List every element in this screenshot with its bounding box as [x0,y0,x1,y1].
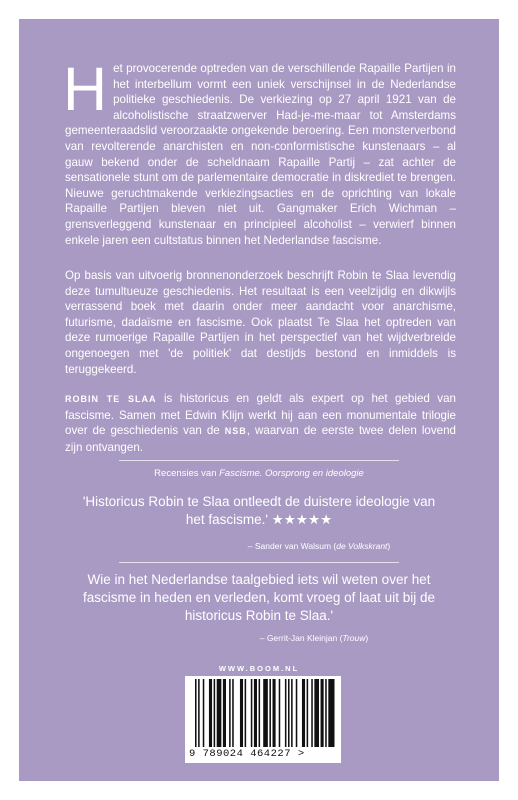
barcode-bar [195,679,197,747]
blurb-paragraph-2: Op basis van uitvoerig bronnenonderzoek beschrijft Robin te Slaa levendig deze tumultueuze geschiedenis. Het resultaat is een veelzijdig en dikwijls verrassend boek met daarin onder meer aandacht voor anarchisme, futurisme, dadaïsme en fascisme. Ook plaatst Te Slaa het optreden van deze rumoerige Rapaille Partijen in het perspectief van het wijdverbreide ongenoegen met 'de politiek' dat destijds bestond en inmiddels is teruggekeerd. [65,269,456,376]
review-source-2-suffix: ) [365,633,369,643]
review-source-2-publication: Trouw [342,633,366,643]
barcode-bar [240,679,243,747]
isbn-number: 9 789024 464227 > [189,748,305,760]
barcode-bar [311,679,313,747]
barcode-bar [263,679,268,747]
barcode-bar [302,679,305,747]
author-bio-text-b: , waarvan de eerste twee delen lovend zijn ontvangen. [65,424,456,454]
barcode-bar [203,679,205,747]
barcode-bar [251,679,253,747]
barcode-bar [314,679,319,747]
barcode-bar [288,679,290,747]
barcode-bar [217,679,222,747]
barcode-bar [321,679,324,747]
review-source-2-prefix: – Gerrit-Jan Kleinjan ( [259,633,343,643]
barcode-bar [269,679,271,747]
review-source-2 [19,633,499,643]
nsb-abbrev: NSB [224,426,247,437]
drop-cap: H [63,55,108,123]
barcode-bar [328,679,334,747]
barcode-bar [273,679,276,747]
author-bio [65,391,456,455]
review-quote-2: Wie in het Nederlandse taalgebied iets wil weten over het fascisme in heden en verleden, komt vroeg of laat uit bij de historicus Robin te Slaa.' [83,572,435,623]
barcode-bar [223,679,226,747]
review-source-1 [19,541,499,551]
divider-middle [119,562,399,563]
reviews-book-title: Fascisme. Oorsprong en ideologie [219,468,364,479]
author-bio-text-a: is historicus en geldt als expert op het gebied van fascisme. Samen met Edwin Klijn werkt hij aan een monumentale trilogie over de geschiedenis van de [65,392,456,438]
reviews-heading [19,468,499,479]
barcode-bar [209,679,212,747]
isbn-barcode [185,676,341,763]
barcode-bar [325,679,327,747]
barcode-bar [229,679,231,747]
barcode-bar [245,679,247,747]
review-quote-1: 'Historicus Robin te Slaa ontleedt de duistere ideologie van het fascisme.' ★★★★★ [82,494,436,527]
barcode-bar [254,679,257,747]
author-name: ROBIN TE SLAA [65,394,157,404]
barcode-bar [279,679,281,747]
barcode-bar [232,679,234,747]
barcode-bars [185,676,341,750]
barcode-bar [296,679,298,747]
blurb-paragraph-1 [63,55,456,248]
review-source-1-suffix: ) [387,541,391,551]
book-back-cover [19,19,499,781]
reviews-prefix: Recensies van [154,468,220,479]
publisher-url: WWW.BOOM.NL [218,664,300,673]
review-source-1-publication: de Volkskrant [336,541,388,551]
barcode-bar [285,679,287,747]
blurb-paragraph-1-text: et provocerende optreden van de verschillende Rapaille Partijen in het interbellum vormt een uniek verschijnsel in de Nederlandse politieke geschiedenis. De verkiezing op 27 april 1921 van de alcoholistische straatzwerver Had-je-me-maar tot Amsterdams gemeenteraadslid veroorzaakte ongekende beroering. Een monsterverbond van revolterende anarchisten en non-conformistische kunstenaars – al gauw bekend onder de scheldnaam Rapaille Partij – zat achter de sensationele stunt om de parlementaire democratie in diskrediet te brengen. Nieuwe geruchtmakende verkiezingsacties en de oprichting van lokale Rapaille Partijen bleven niet uit. Gangmaker Erich Wichman – grensverleggend kunstenaar en principieel alcoholist – verwierf binnen enkele jaren een cultstatus binnen het Nederlandse fascisme. [65,62,456,247]
barcode-bar [307,679,309,747]
review-source-1-prefix: – Sander van Walsum ( [247,541,337,551]
barcode-bar [259,679,261,747]
barcode-bar [214,679,216,747]
barcode-bar [291,679,293,747]
divider-top [119,460,399,461]
barcode-bar [198,679,200,747]
